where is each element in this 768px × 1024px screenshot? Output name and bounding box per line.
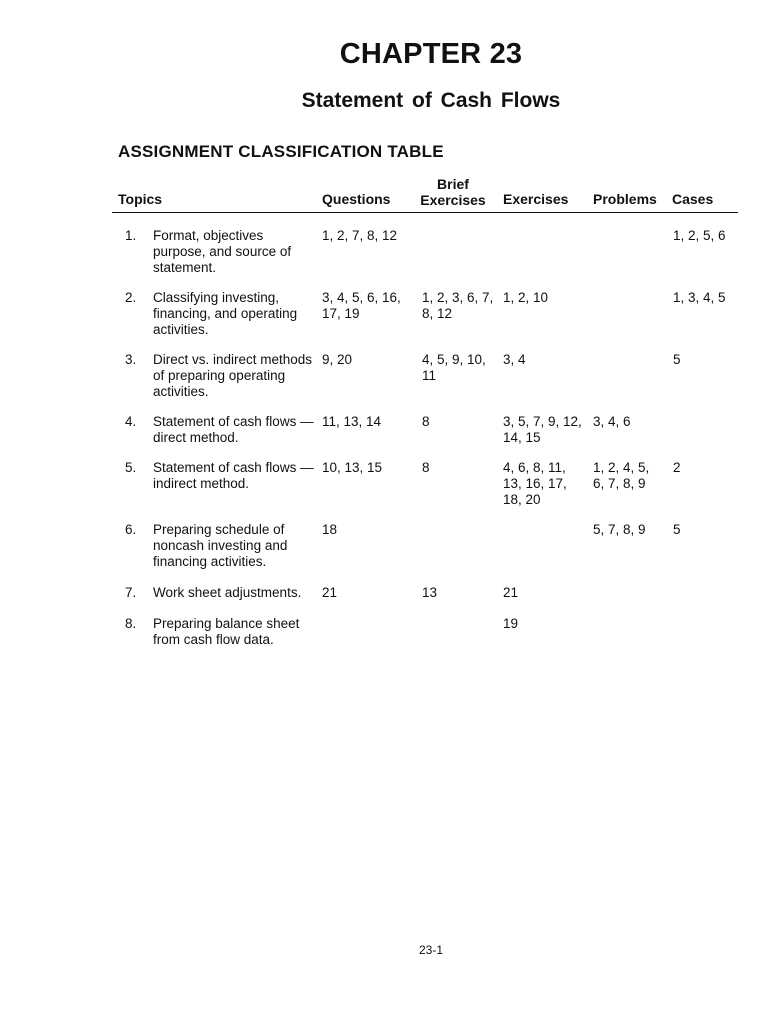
row-cases: 1, 2, 5, 6 xyxy=(673,228,726,243)
row-questions: 3, 4, 5, 6, 16, 17, 19 xyxy=(322,290,401,321)
row-problems: 1, 2, 4, 5, 6, 7, 8, 9 xyxy=(593,460,650,491)
row-exercises: 21 xyxy=(503,585,519,600)
row-topic: Statement of cash flows —direct method. xyxy=(153,414,314,445)
chapter-title: CHAPTER 23 xyxy=(339,38,523,70)
column-header-topics: Topics xyxy=(118,191,163,207)
row-brief-exercises: 8 xyxy=(422,414,430,429)
row-topic: Direct vs. indirect methods of preparing operating activities. xyxy=(153,352,313,399)
row-number: 1. xyxy=(125,228,137,243)
column-header-brief-exercises-line1: Brief xyxy=(437,176,469,192)
row-number: 3. xyxy=(125,352,137,367)
row-questions: 10, 13, 15 xyxy=(322,460,383,475)
row-questions: 21 xyxy=(322,585,338,600)
row-topic: Statement of cash flows —indirect method. xyxy=(153,460,314,491)
row-brief-exercises: 1, 2, 3, 6, 7, 8, 12 xyxy=(422,290,494,321)
row-exercises: 1, 2, 10 xyxy=(503,290,549,305)
chapter-subtitle: Statement of Cash Flows xyxy=(301,89,561,112)
row-cases: 1, 3, 4, 5 xyxy=(673,290,726,305)
row-exercises: 3, 5, 7, 9, 12, 14, 15 xyxy=(503,414,582,445)
row-number: 4. xyxy=(125,414,137,429)
row-brief-exercises: 13 xyxy=(422,585,438,600)
row-questions: 9, 20 xyxy=(322,352,353,367)
row-topic: Preparing schedule of noncash investing and financing activities. xyxy=(153,522,288,569)
row-topic: Classifying investing, financing, and operating activities. xyxy=(153,290,298,337)
row-topic: Format, objectives purpose, and source of statement. xyxy=(153,228,292,275)
row-questions: 18 xyxy=(322,522,338,537)
row-problems: 3, 4, 6 xyxy=(593,414,631,429)
row-number: 6. xyxy=(125,522,137,537)
column-header-cases: Cases xyxy=(672,191,714,207)
section-heading: ASSIGNMENT CLASSIFICATION TABLE xyxy=(118,142,444,161)
row-cases: 5 xyxy=(673,352,681,367)
row-number: 5. xyxy=(125,460,137,475)
row-number: 7. xyxy=(125,585,137,600)
row-exercises: 19 xyxy=(503,616,519,631)
column-header-brief-exercises-line2: Exercises xyxy=(420,192,486,208)
column-header-questions: Questions xyxy=(322,191,391,207)
row-problems: 5, 7, 8, 9 xyxy=(593,522,646,537)
row-topic: Work sheet adjustments. xyxy=(153,585,302,600)
row-questions: 11, 13, 14 xyxy=(322,414,382,429)
page-number: 23-1 xyxy=(418,943,444,957)
row-cases: 2 xyxy=(673,460,681,475)
header-divider xyxy=(112,212,738,213)
column-header-exercises: Exercises xyxy=(503,191,569,207)
row-cases: 5 xyxy=(673,522,681,537)
row-brief-exercises: 8 xyxy=(422,460,430,475)
row-number: 8. xyxy=(125,616,137,631)
column-header-brief-exercises xyxy=(419,176,487,208)
row-exercises: 3, 4 xyxy=(503,352,526,367)
row-topic: Preparing balance sheet from cash flow data. xyxy=(153,616,300,647)
column-header-problems: Problems xyxy=(593,191,657,207)
table-header xyxy=(0,0,768,215)
row-number: 2. xyxy=(125,290,137,305)
row-exercises: 4, 6, 8, 11, 13, 16, 17, 18, 20 xyxy=(503,460,567,507)
row-questions: 1, 2, 7, 8, 12 xyxy=(322,228,398,243)
row-brief-exercises: 4, 5, 9, 10, 11 xyxy=(422,352,486,383)
